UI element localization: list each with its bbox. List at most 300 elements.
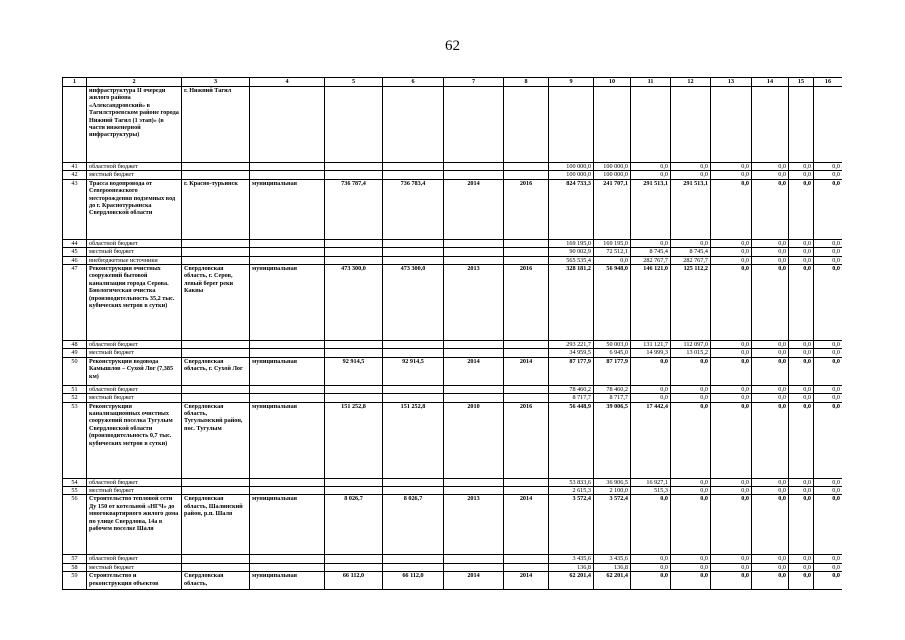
table-cell: 0,0	[814, 495, 843, 555]
table-cell: 0,0	[671, 478, 711, 486]
table-cell	[250, 341, 325, 349]
table-row-project	[63, 265, 843, 341]
table-cell	[250, 171, 325, 179]
table-cell: 17 442,4	[631, 402, 671, 478]
table-cell: 0,0	[789, 394, 814, 402]
table-cell	[594, 87, 631, 163]
table-cell	[325, 341, 383, 349]
table-row-project	[63, 402, 843, 478]
table-cell: 0,0	[752, 349, 789, 357]
table-cell: внебюджетные источники	[87, 256, 182, 264]
table-cell: 2014	[504, 572, 549, 590]
table-cell: 0,0	[752, 265, 789, 341]
table-cell: 0,0	[752, 239, 789, 247]
table-cell: 3 435,6	[549, 555, 594, 563]
column-header: 3	[182, 78, 250, 87]
table-row-funding	[63, 394, 843, 402]
column-header: 13	[711, 78, 752, 87]
table-cell: 0,0	[752, 385, 789, 393]
table-cell: 66 112,0	[383, 572, 444, 590]
table-cell: 100 000,0	[549, 171, 594, 179]
table-cell: 146 121,0	[631, 265, 671, 341]
table-cell: областной бюджет	[87, 163, 182, 171]
table-cell: 3 435,6	[594, 555, 631, 563]
table-cell: 0,0	[789, 341, 814, 349]
table-cell: областной бюджет	[87, 385, 182, 393]
table-cell: 0,0	[671, 385, 711, 393]
table-cell: 282 767,7	[631, 256, 671, 264]
table-cell	[325, 87, 383, 163]
table-cell: 0,0	[711, 563, 752, 571]
table-cell: 0,0	[814, 563, 843, 571]
table-cell	[250, 385, 325, 393]
table-cell: 66 112,0	[325, 572, 383, 590]
table-cell	[504, 385, 549, 393]
table-cell	[325, 487, 383, 495]
table-cell	[504, 555, 549, 563]
table-cell: 0,0	[814, 357, 843, 385]
table-cell: 0,0	[789, 563, 814, 571]
table-cell: муниципальная	[250, 357, 325, 385]
table-cell	[504, 256, 549, 264]
table-cell	[789, 87, 814, 163]
table-cell: Трасса водопровода от Североонежского месторождения подземных вод до г. Краснотурьинска Свердловской области	[87, 179, 182, 239]
table-cell: 0,0	[789, 256, 814, 264]
table-cell: 52	[63, 394, 87, 402]
table-cell: 78 460,2	[549, 385, 594, 393]
table-cell: 136,8	[594, 563, 631, 571]
table-cell: местный бюджет	[87, 248, 182, 256]
table-cell: 50	[63, 357, 87, 385]
table-row-funding	[63, 563, 843, 571]
table-cell: 0,0	[671, 495, 711, 555]
table-cell	[444, 563, 504, 571]
table-cell	[383, 171, 444, 179]
table-cell: 0,0	[711, 256, 752, 264]
table-cell: 0,0	[814, 487, 843, 495]
table-cell: 0,0	[814, 341, 843, 349]
table-row-funding	[63, 349, 843, 357]
table-cell: 0,0	[631, 495, 671, 555]
table-cell: 2014	[504, 495, 549, 555]
table-cell	[383, 478, 444, 486]
table-cell: 473 300,0	[383, 265, 444, 341]
table-cell: 736 783,4	[383, 179, 444, 239]
table-row-project	[63, 495, 843, 555]
table-row-funding	[63, 171, 843, 179]
table-cell	[504, 563, 549, 571]
table-cell: 0,0	[711, 572, 752, 590]
table-cell	[444, 256, 504, 264]
table-cell: 56	[63, 495, 87, 555]
table-cell: 0,0	[671, 171, 711, 179]
table-cell: 62 201,4	[549, 572, 594, 590]
table-cell: 0,0	[711, 265, 752, 341]
table-cell: 0,0	[814, 385, 843, 393]
table-cell: 2014	[444, 357, 504, 385]
table-cell: 0,0	[752, 341, 789, 349]
table-cell: 2016	[504, 265, 549, 341]
table-cell	[182, 394, 250, 402]
table-cell: 0,0	[814, 349, 843, 357]
table-cell	[182, 248, 250, 256]
table-cell: 0,0	[631, 171, 671, 179]
table-cell: 0,0	[814, 265, 843, 341]
column-header: 7	[444, 78, 504, 87]
table-cell	[325, 256, 383, 264]
table-header-row	[63, 78, 843, 87]
page-number: 62	[445, 38, 460, 54]
table-cell	[250, 256, 325, 264]
table-cell: 112 097,0	[671, 341, 711, 349]
table-cell: 6 945,0	[594, 349, 631, 357]
table-cell: 151 252,8	[325, 402, 383, 478]
column-header: 10	[594, 78, 631, 87]
table-cell: 0,0	[752, 495, 789, 555]
table-cell: 328 181,2	[549, 265, 594, 341]
table-cell: 0,0	[814, 256, 843, 264]
table-cell: 0,0	[671, 163, 711, 171]
table-cell: 8 745,4	[631, 248, 671, 256]
table-cell: 55	[63, 487, 87, 495]
table-cell	[504, 478, 549, 486]
table-cell: 39 006,5	[594, 402, 631, 478]
table-cell: Свердловская область,	[182, 572, 250, 590]
table-cell: 0,0	[789, 478, 814, 486]
table-cell: Реконструкция водовода Камышлов – Сухой Лог (7,385 км)	[87, 357, 182, 385]
table-row-funding	[63, 487, 843, 495]
table-row-funding	[63, 478, 843, 486]
column-header: 1	[63, 78, 87, 87]
table-cell: 8 745,4	[671, 248, 711, 256]
table-cell: 473 300,0	[325, 265, 383, 341]
table-cell: инфраструктура II очереди жилого района «Александровский» в Тагилстроевском районе города Нижний Тагил (1 этап)» (в части инженерной инфраструктуры)	[87, 87, 182, 163]
table-cell: местный бюджет	[87, 563, 182, 571]
table-cell: 0,0	[711, 341, 752, 349]
table-cell: 0,0	[789, 265, 814, 341]
table-cell	[383, 256, 444, 264]
column-header: 2	[87, 78, 182, 87]
table-row-funding	[63, 248, 843, 256]
table-cell	[182, 171, 250, 179]
table-cell	[250, 478, 325, 486]
table-cell	[814, 87, 843, 163]
column-header: 16	[814, 78, 843, 87]
table-cell: 56 448,9	[549, 402, 594, 478]
table-cell	[250, 394, 325, 402]
table-cell: 0,0	[671, 487, 711, 495]
table-cell	[444, 478, 504, 486]
table-cell: 2013	[444, 495, 504, 555]
table-cell: 41	[63, 163, 87, 171]
column-header: 11	[631, 78, 671, 87]
table-cell: 36 906,5	[594, 478, 631, 486]
table-cell: 0,0	[789, 248, 814, 256]
table-cell: муниципальная	[250, 179, 325, 239]
table-cell	[444, 248, 504, 256]
table-row-project	[63, 572, 843, 590]
table-cell: 72 512,1	[594, 248, 631, 256]
table-cell: 0,0	[594, 256, 631, 264]
table-cell	[504, 239, 549, 247]
table-cell: 0,0	[789, 555, 814, 563]
table-cell: г. Нижний Тагил	[182, 87, 250, 163]
table-cell: 100 000,0	[594, 163, 631, 171]
table-row-funding	[63, 239, 843, 247]
column-header: 12	[671, 78, 711, 87]
table-cell: 0,0	[814, 239, 843, 247]
column-header: 5	[325, 78, 383, 87]
table-cell: 0,0	[671, 394, 711, 402]
table-cell: муниципальная	[250, 572, 325, 590]
table-row-project	[63, 87, 843, 163]
table-cell: 0,0	[711, 402, 752, 478]
table-cell: 47	[63, 265, 87, 341]
table-row-project	[63, 179, 843, 239]
table-cell	[444, 394, 504, 402]
table-cell: Свердловская область, Шалинский район, р.п. Шаля	[182, 495, 250, 555]
table-cell: 136,8	[549, 563, 594, 571]
table-cell: 169 195,0	[549, 239, 594, 247]
table-cell	[504, 87, 549, 163]
table-cell: 34 959,5	[549, 349, 594, 357]
table-cell: 0,0	[711, 555, 752, 563]
table-cell: 87 177,9	[549, 357, 594, 385]
table-cell: 0,0	[631, 357, 671, 385]
table-cell	[182, 563, 250, 571]
table-cell: 0,0	[814, 478, 843, 486]
table-cell: 53 833,6	[549, 478, 594, 486]
table-cell: 0,0	[752, 357, 789, 385]
table-cell: 50 003,0	[594, 341, 631, 349]
table-cell: 293 221,7	[549, 341, 594, 349]
table-cell	[504, 349, 549, 357]
table-row-funding	[63, 385, 843, 393]
table-cell: 78 460,2	[594, 385, 631, 393]
table-cell: 282 767,7	[671, 256, 711, 264]
table-cell: 0,0	[789, 487, 814, 495]
table-cell	[182, 487, 250, 495]
table-cell: 0,0	[711, 239, 752, 247]
table-cell: 3 572,4	[594, 495, 631, 555]
table-cell: 0,0	[814, 171, 843, 179]
table-cell	[671, 87, 711, 163]
table-cell: 51	[63, 385, 87, 393]
table-cell: 0,0	[789, 402, 814, 478]
table-cell: областной бюджет	[87, 478, 182, 486]
table-cell: муниципальная	[250, 265, 325, 341]
table-cell: 0,0	[711, 163, 752, 171]
table-cell	[383, 163, 444, 171]
table-cell: 0,0	[789, 179, 814, 239]
table-cell: 57	[63, 555, 87, 563]
table-cell: 0,0	[671, 555, 711, 563]
column-header: 6	[383, 78, 444, 87]
table-cell: 0,0	[752, 572, 789, 590]
table-cell: 100 000,0	[549, 163, 594, 171]
table-cell: 0,0	[789, 239, 814, 247]
table-cell: 0,0	[814, 248, 843, 256]
table-cell: 291 513,1	[671, 179, 711, 239]
table-cell: 0,0	[789, 163, 814, 171]
table-cell	[444, 487, 504, 495]
table-cell: 16 927,1	[631, 478, 671, 486]
table-cell	[383, 487, 444, 495]
table-cell: 0,0	[752, 478, 789, 486]
table-cell: местный бюджет	[87, 349, 182, 357]
table-cell	[444, 87, 504, 163]
budget-table	[62, 77, 842, 590]
table-cell: 87 177,9	[594, 357, 631, 385]
table-cell: 92 914,5	[325, 357, 383, 385]
table-cell: 0,0	[752, 394, 789, 402]
table-cell: 0,0	[752, 402, 789, 478]
table-cell: 43	[63, 179, 87, 239]
table-cell: 565 535,4	[549, 256, 594, 264]
table-cell: 2014	[444, 179, 504, 239]
table-cell: 0,0	[752, 163, 789, 171]
table-cell: 0,0	[789, 171, 814, 179]
table-cell	[250, 487, 325, 495]
column-header: 8	[504, 78, 549, 87]
table-cell: областной бюджет	[87, 341, 182, 349]
table-cell: 0,0	[631, 163, 671, 171]
table-cell: 0,0	[711, 357, 752, 385]
table-cell: 0,0	[671, 402, 711, 478]
table-cell: 0,0	[752, 563, 789, 571]
table-cell: 2 615,3	[549, 487, 594, 495]
table-cell	[325, 563, 383, 571]
table-cell	[383, 239, 444, 247]
table-cell	[63, 87, 87, 163]
table-cell: 100 000,0	[594, 171, 631, 179]
table-cell: 169 195,0	[594, 239, 631, 247]
table-cell	[182, 163, 250, 171]
table-cell	[383, 385, 444, 393]
table-cell	[504, 487, 549, 495]
table-cell: 515,3	[631, 487, 671, 495]
table-cell	[383, 341, 444, 349]
table-cell: 0,0	[671, 572, 711, 590]
table-cell: 0,0	[711, 248, 752, 256]
table-cell	[182, 555, 250, 563]
table-cell	[325, 555, 383, 563]
table-cell	[182, 478, 250, 486]
table-cell: 0,0	[752, 555, 789, 563]
table-cell	[325, 349, 383, 357]
table-cell: местный бюджет	[87, 394, 182, 402]
table-cell	[325, 385, 383, 393]
table-cell: 42	[63, 171, 87, 179]
table-cell: 3 572,4	[549, 495, 594, 555]
table-cell: 13 015,2	[671, 349, 711, 357]
table-cell: 14 999,3	[631, 349, 671, 357]
table-cell: 56 948,0	[594, 265, 631, 341]
table-cell: местный бюджет	[87, 487, 182, 495]
table-cell: 0,0	[752, 256, 789, 264]
table-cell: Свердловская область, Тугулымский район, пос. Тугулым	[182, 402, 250, 478]
table-row-funding	[63, 256, 843, 264]
table-cell: 0,0	[814, 572, 843, 590]
table-cell: 2014	[444, 572, 504, 590]
table-cell	[711, 87, 752, 163]
table-cell: 2016	[504, 402, 549, 478]
table-cell	[504, 163, 549, 171]
table-cell: Свердловская область, г. Серов, левый берег реки Каквы	[182, 265, 250, 341]
table-cell: Строительство тепловой сети Ду 150 от котельной «НГЧ» до многоквартирного жилого дома по улице Свердлова, 14а в рабочем поселке Шаля	[87, 495, 182, 555]
table-cell: 0,0	[814, 179, 843, 239]
table-cell: 0,0	[711, 349, 752, 357]
table-cell: 0,0	[814, 163, 843, 171]
table-cell: 58	[63, 563, 87, 571]
table-cell	[444, 349, 504, 357]
table-cell	[504, 248, 549, 256]
table-cell: г. Красно-турьинск	[182, 179, 250, 239]
table-cell: 0,0	[671, 357, 711, 385]
table-cell: 0,0	[752, 179, 789, 239]
table-cell	[325, 394, 383, 402]
table-row-funding	[63, 163, 843, 171]
table-cell	[182, 385, 250, 393]
table-cell: 131 121,7	[631, 341, 671, 349]
table-cell	[444, 239, 504, 247]
table-row-project	[63, 357, 843, 385]
table-cell: 46	[63, 256, 87, 264]
table-cell	[325, 239, 383, 247]
table-cell: 59	[63, 572, 87, 590]
table-cell: 0,0	[631, 239, 671, 247]
table-cell	[631, 87, 671, 163]
column-header: 4	[250, 78, 325, 87]
table-cell: 8 717,7	[594, 394, 631, 402]
table-cell: областной бюджет	[87, 555, 182, 563]
table-cell	[444, 555, 504, 563]
table-cell	[182, 341, 250, 349]
table-cell: 0,0	[814, 402, 843, 478]
table-cell	[250, 563, 325, 571]
table-cell: 92 914,5	[383, 357, 444, 385]
table-cell: 151 252,8	[383, 402, 444, 478]
table-cell: муниципальная	[250, 402, 325, 478]
table-cell	[250, 248, 325, 256]
table-cell: 2016	[504, 179, 549, 239]
table-cell: 0,0	[752, 487, 789, 495]
table-cell: 0,0	[711, 495, 752, 555]
table-cell: 0,0	[671, 239, 711, 247]
table-cell: 824 733,3	[549, 179, 594, 239]
table-cell	[182, 239, 250, 247]
table-cell: 2014	[504, 357, 549, 385]
table-cell: 0,0	[789, 357, 814, 385]
table-cell: 62 201,4	[594, 572, 631, 590]
table-cell: 0,0	[752, 248, 789, 256]
table-cell: 2 100,0	[594, 487, 631, 495]
table-cell: 0,0	[631, 555, 671, 563]
table-row-funding	[63, 341, 843, 349]
table-cell	[250, 239, 325, 247]
table-cell	[444, 341, 504, 349]
table-cell: 48	[63, 341, 87, 349]
table-cell	[752, 87, 789, 163]
table-cell: 49	[63, 349, 87, 357]
budget-table-container	[62, 77, 842, 637]
table-cell: 8 717,7	[549, 394, 594, 402]
table-cell	[504, 341, 549, 349]
table-cell: Реконструкция канализационных очистных сооружений поселка Тугулым Свердловской области (производительность 0,7 тыс. кубических метров в сутки)	[87, 402, 182, 478]
table-cell: 0,0	[752, 171, 789, 179]
table-cell: 53	[63, 402, 87, 478]
table-cell	[182, 256, 250, 264]
